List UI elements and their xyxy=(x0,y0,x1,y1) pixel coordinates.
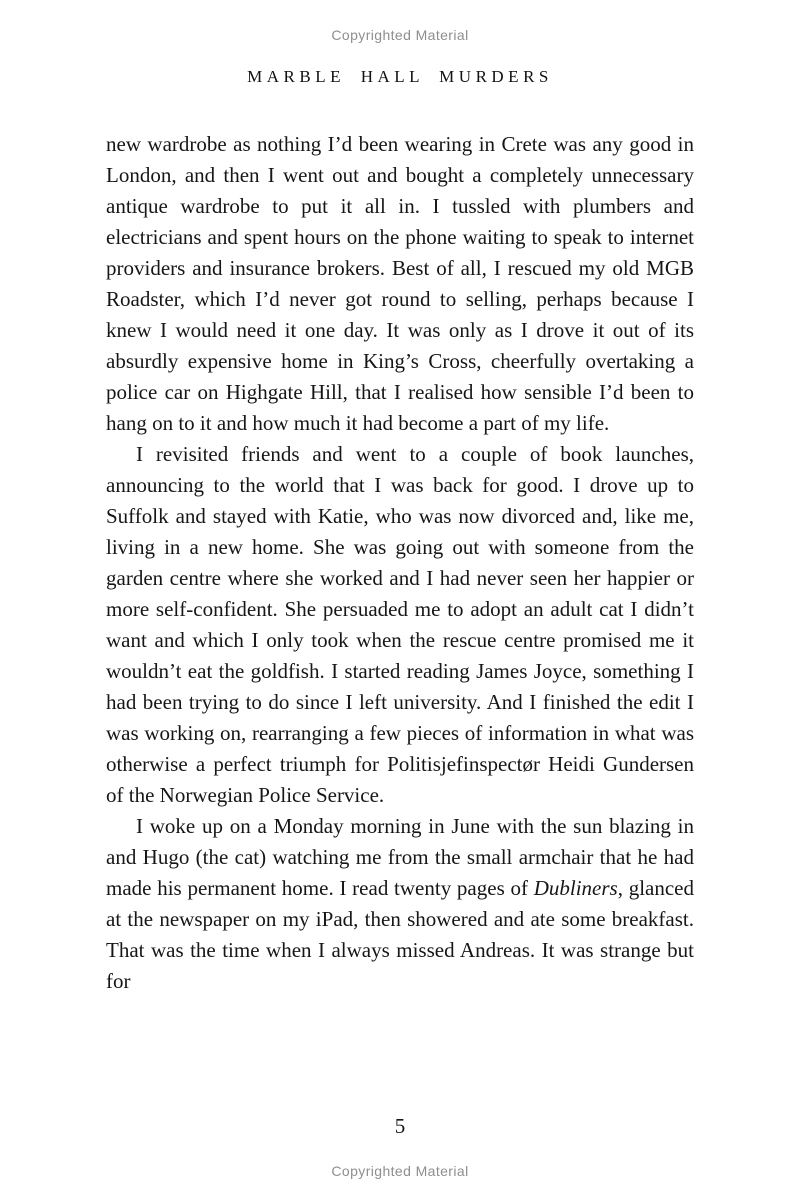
paragraph-3-text-after: , glanced at the newspaper on my iPad, then showered and ate some breakfast. That was the time when I always missed Andreas. It was strange but for xyxy=(106,876,694,993)
paragraph-1: new wardrobe as nothing I’d been wearing in Crete was any good in London, and then I went out and bought a completely unnecessary antique wardrobe to put it all in. I tussled with plumbers and electricians and spent hours on the phone waiting to speak to internet providers and insurance brokers. Best of all, I rescued my old MGB Roadster, which I’d never got round to selling, perhaps because I knew I would need it one day. It was only as I drove it out of its absurdly expensive home in King’s Cross, cheerfully overtaking a police car on Highgate Hill, that I realised how sensible I’d been to hang on to it and how much it had become a part of my life. xyxy=(106,132,694,435)
copyright-notice-top: Copyrighted Material xyxy=(331,27,469,43)
paragraph-2: I revisited friends and went to a couple of book launches, announcing to the world that I was back for good. I drove up to Suffolk and stayed with Katie, who was now divorced and, like me, living in a new home. She was going out with someone from the garden centre where she worked and I had never seen her happier or more self-confident. She persuaded me to adopt an adult cat I didn’t want and which I only took when the rescue centre promised me it wouldn’t eat the goldfish. I started reading James Joyce, something I had been trying to do since I left university. And I finished the edit I was working on, rearranging a few pieces of information in what was otherwise a perfect triumph for Politisjefinspectør Heidi Gundersen of the Norwegian Police Service. xyxy=(106,442,694,807)
page-number: 5 xyxy=(394,1114,406,1138)
body-text xyxy=(106,129,694,997)
running-head-title: MARBLE HALL MURDERS xyxy=(247,67,553,86)
book-title-dubliners: Dubliners xyxy=(533,876,618,900)
paragraph-3 xyxy=(106,811,694,997)
copyright-notice-bottom: Copyrighted Material xyxy=(331,1163,469,1179)
paragraph-3-text-before: I woke up on a Monday morning in June with the sun blazing in and Hugo (the cat) watching me from the small armchair that he had made his permanent home. I read twenty pages of xyxy=(106,814,694,900)
